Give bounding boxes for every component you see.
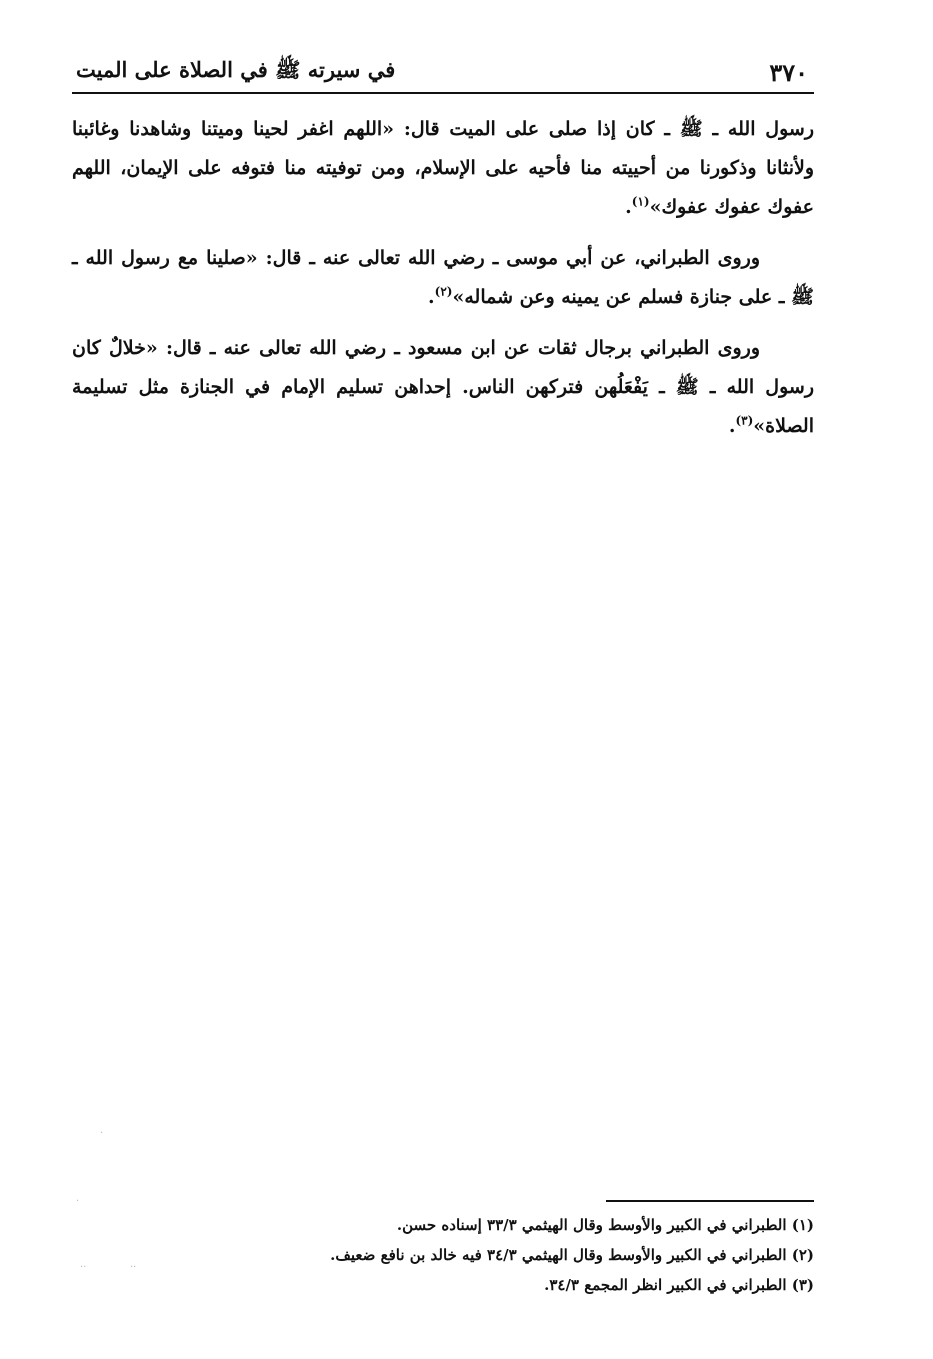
scan-speck: · xyxy=(76,1196,80,1207)
footnote-ref[interactable]: (٢) xyxy=(434,284,453,299)
paragraph-1 xyxy=(72,110,814,227)
scan-speck: ·· xyxy=(80,1262,87,1273)
paragraph-3 xyxy=(72,329,814,446)
paragraph-text: وروى الطبراني، عن أبي موسى ـ رضي الله تعالى عنه ـ قال: «صلينا مع رسول الله ـ ﷺ ـ على جنازة فسلم عن يمينه وعن شماله» xyxy=(72,247,814,308)
paragraph-text: وروى الطبراني برجال ثقات عن ابن مسعود ـ رضي الله تعالى عنه ـ قال: «خلالٌ كان رسول الله ـ ﷺ ـ يَفْعَلُهن فتركهن الناس. إحداهن تسليم الإمام في الجنازة مثل تسليمة الصلاة» xyxy=(72,337,814,437)
footnote-ref[interactable]: (٣) xyxy=(735,413,754,428)
footnotes xyxy=(72,1210,814,1300)
paragraph-end: . xyxy=(625,196,632,218)
main-text xyxy=(72,110,814,458)
footnote-3: (٣) الطبراني في الكبير انظر المجمع ٣٤/٣. xyxy=(544,1276,814,1294)
footnote-1: (١) الطبراني في الكبير والأوسط وقال الهيثمي ٣٣/٣ إسناده حسن. xyxy=(396,1216,814,1234)
footnote-divider xyxy=(606,1200,814,1202)
page-number: ٣٧٠ xyxy=(769,57,808,87)
paragraph-end: . xyxy=(428,286,435,308)
footnote-2: (٢) الطبراني في الكبير والأوسط وقال الهيثمي ٣٤/٣ فيه خالد بن نافع ضعيف. xyxy=(330,1246,814,1264)
paragraph-2 xyxy=(72,239,814,317)
running-title: في سيرته ﷺ في الصلاة على الميت xyxy=(76,56,396,82)
scan-speck: · xyxy=(100,1128,104,1139)
scan-speck: ·· xyxy=(130,1262,137,1273)
paragraph-text: رسول الله ـ ﷺ ـ كان إذا صلى على الميت قال: «اللهم اغفر لحينا وميتنا وشاهدنا وغائبنا ولأنثانا وذكورنا من أحييته منا فأحيه على الإسلام، ومن توفيته منا فتوفه على الإيمان، اللهم عفوك عفوك عفوك» xyxy=(72,118,814,218)
paragraph-end: . xyxy=(728,415,736,437)
footnote-ref[interactable]: (١) xyxy=(631,194,650,209)
page-header xyxy=(72,52,814,94)
